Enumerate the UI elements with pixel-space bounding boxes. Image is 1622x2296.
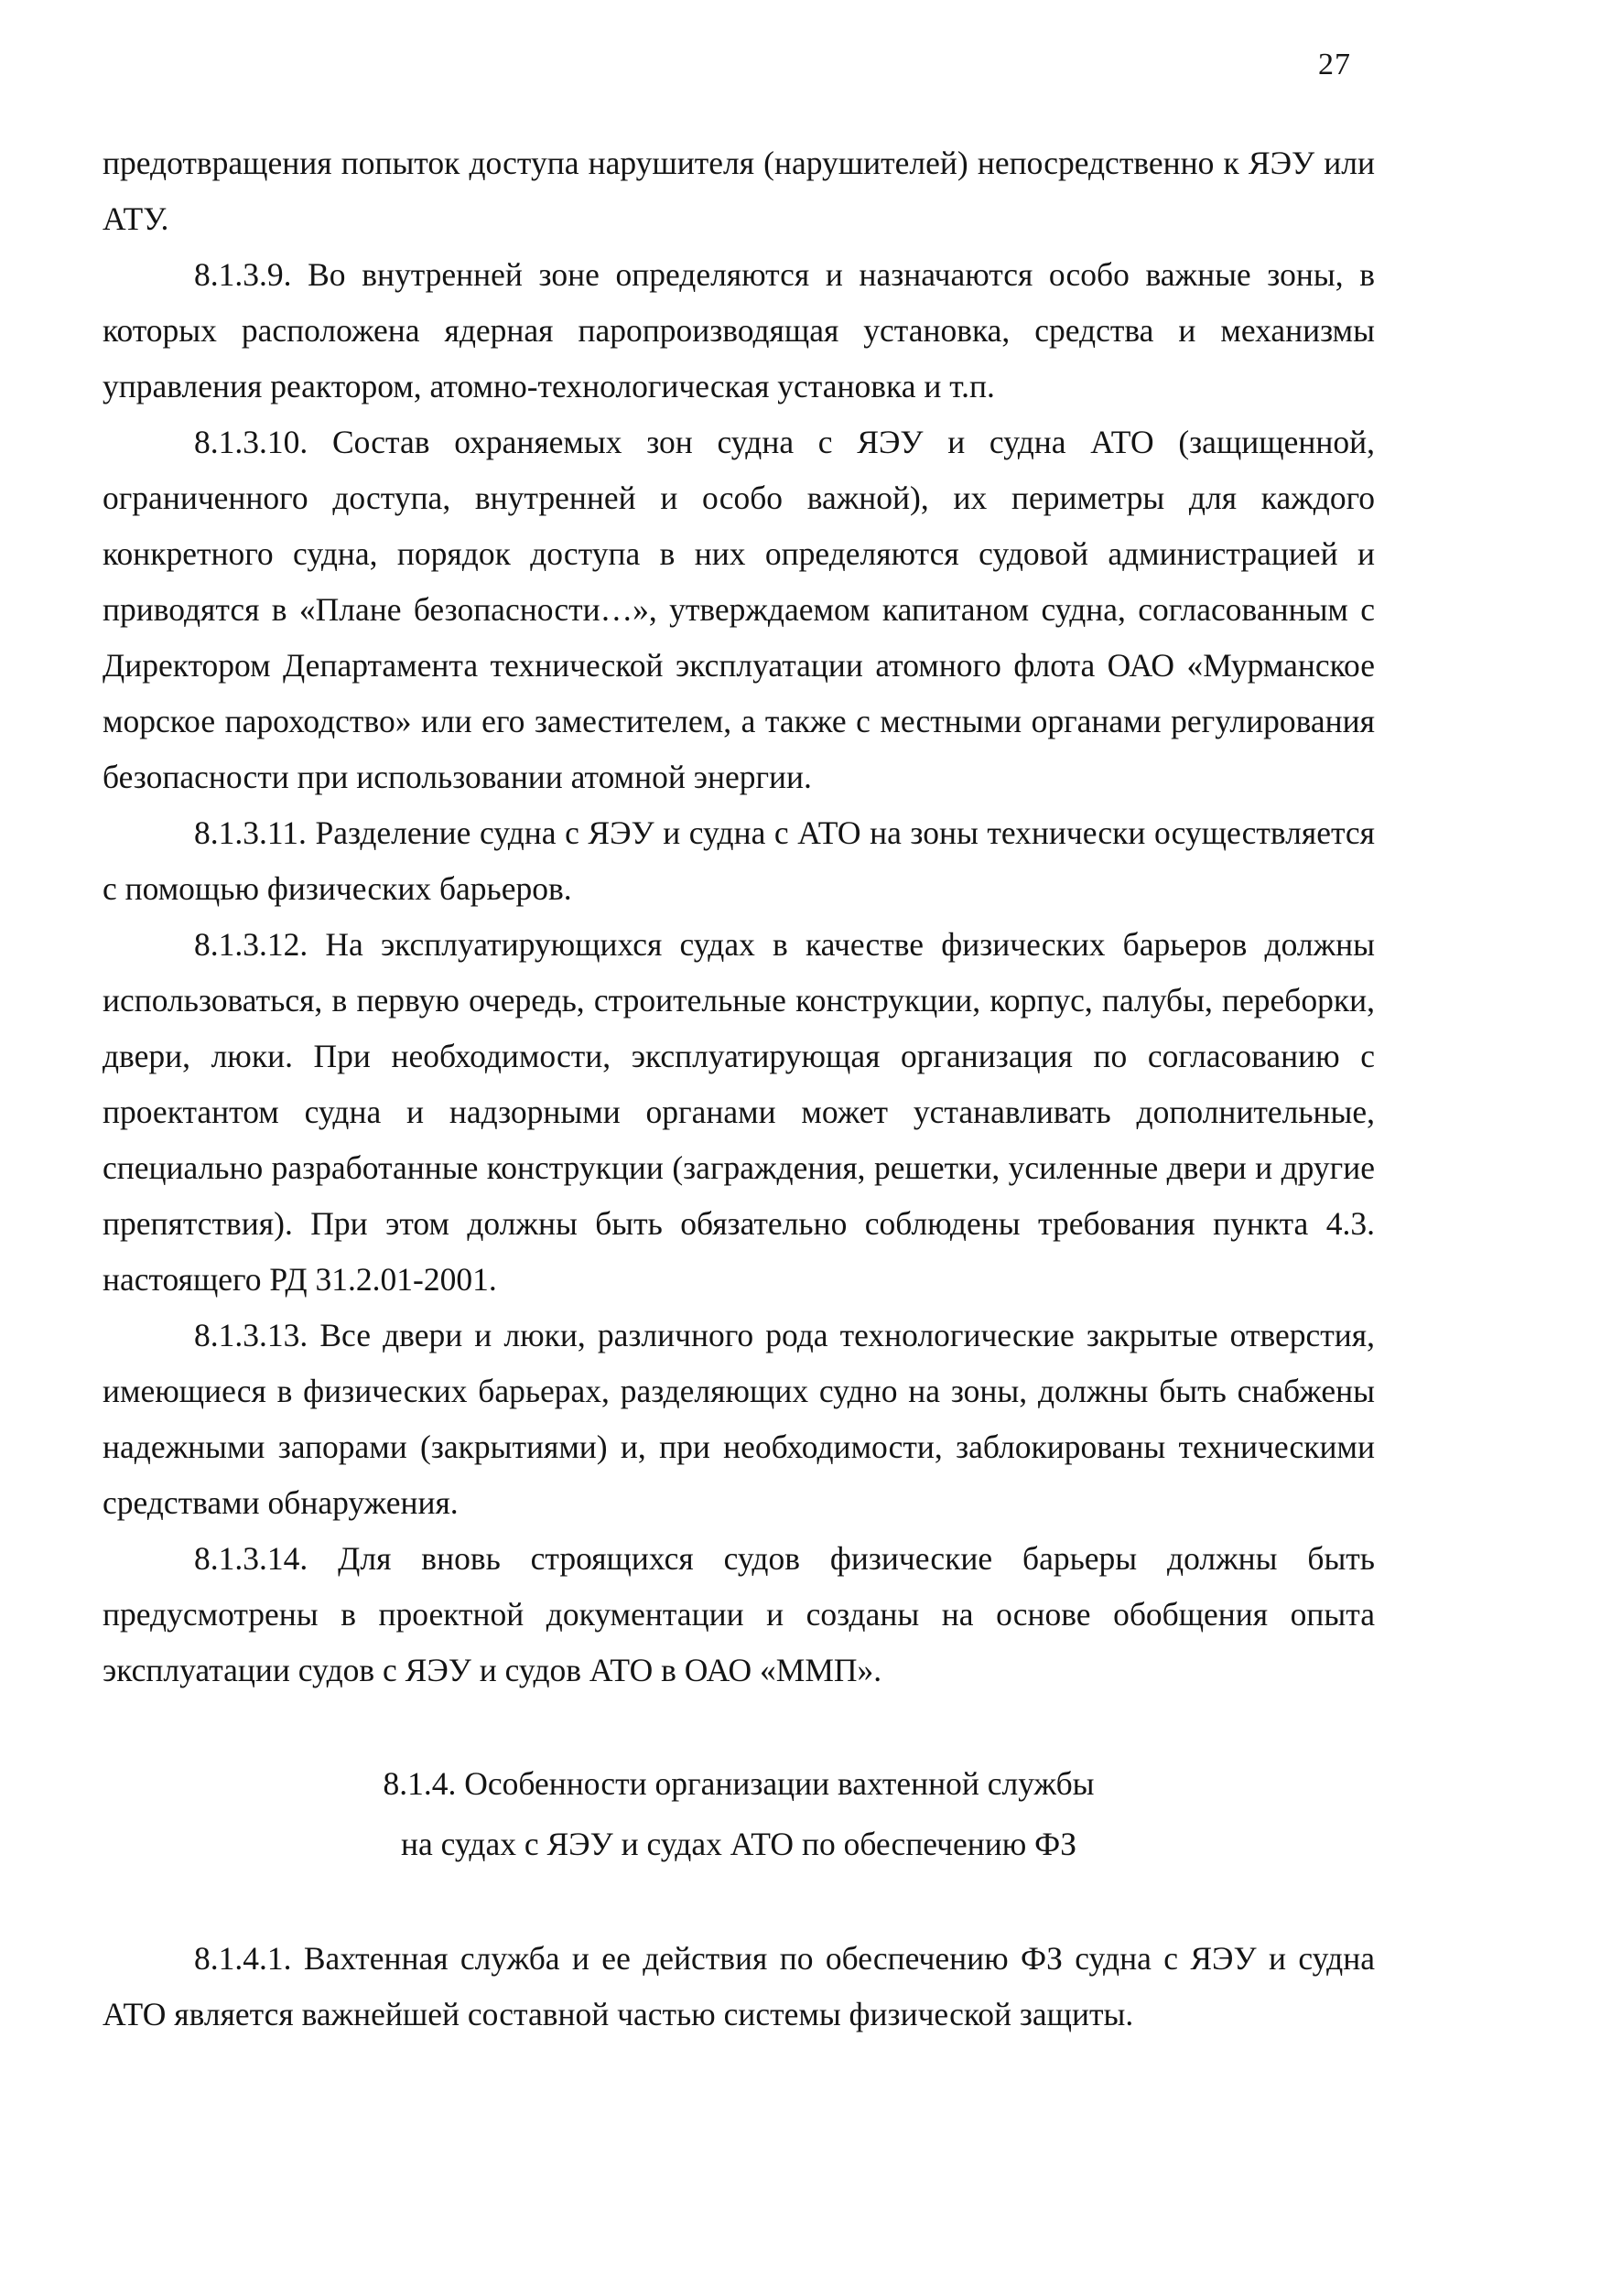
page-number: 27 — [1318, 48, 1351, 81]
paragraph-8-1-4-1: 8.1.4.1. Вахтенная служба и ее действия по обеспечению ФЗ судна с ЯЭУ и судна АТО является важнейшей составной частью системы физической защиты. — [103, 1940, 1375, 2032]
paragraph-8-1-3-14: 8.1.3.14. Для вновь строящихся судов физические барьеры должны быть предусмотрены в проектной документации и созданы на основе обобщения опыта эксплуатации судов с ЯЭУ и судов АТО в ОАО «ММП». — [103, 1540, 1375, 1688]
section-heading-line-1: 8.1.4. Особенности организации вахтенной службы — [383, 1765, 1095, 1802]
section-heading-8-1-4 — [103, 1753, 1375, 1874]
paragraph-8-1-3-13: 8.1.3.13. Все двери и люки, различного рода технологические закрытые отверстия, имеющиеся в физических барьерах, разделяющих судно на зоны, должны быть снабжены надежными запорами (закрытиями) и, при необходимости, заблокированы техническими средствами обнаружения. — [103, 1317, 1375, 1521]
paragraph-8-1-3-12: 8.1.3.12. На эксплуатирующихся судах в качестве физических барьеров должны использоваться, в первую очередь, строительные конструкции, корпус, палубы, переборки, двери, люки. При необходимости, эксплуатирующая организация по согласованию с проектантом судна и надзорными органами может устанавливать дополнительные, специально разработанные конструкции (заграждения, решетки, усиленные двери и другие препятствия). При этом должны быть обязательно соблюдены требования пункта 4.3. настоящего РД 31.2.01-2001. — [103, 926, 1375, 1298]
section-heading-line-2: на судах с ЯЭУ и судах АТО по обеспечению ФЗ — [400, 1826, 1077, 1862]
paragraph-continuation: предотвращения попыток доступа нарушителя (нарушителей) непосредственно к ЯЭУ или АТУ. — [103, 145, 1375, 237]
paragraph-8-1-3-10: 8.1.3.10. Состав охраняемых зон судна с ЯЭУ и судна АТО (защищенной, ограниченного доступа, внутренней и особо важной), их периметры для каждого конкретного судна, порядок доступа в них определяются судовой администрацией и приводятся в «Плане безопасности…», утверждаемом капитаном судна, согласованным с Директором Департамента технической эксплуатации атомного флота ОАО «Мурманское морское пароходство» или его заместителем, а также с местными органами регулирования безопасности при использовании атомной энергии. — [103, 424, 1375, 795]
document-body — [103, 135, 1375, 2043]
paragraph-8-1-3-11: 8.1.3.11. Разделение судна с ЯЭУ и судна с АТО на зоны технически осуществляется с помощью физических барьеров. — [103, 814, 1375, 907]
paragraph-8-1-3-9: 8.1.3.9. Во внутренней зоне определяются и назначаются особо важные зоны, в которых расположена ядерная паропроизводящая установка, средства и механизмы управления реактором, атомно-технологическая установка и т.п. — [103, 256, 1375, 404]
